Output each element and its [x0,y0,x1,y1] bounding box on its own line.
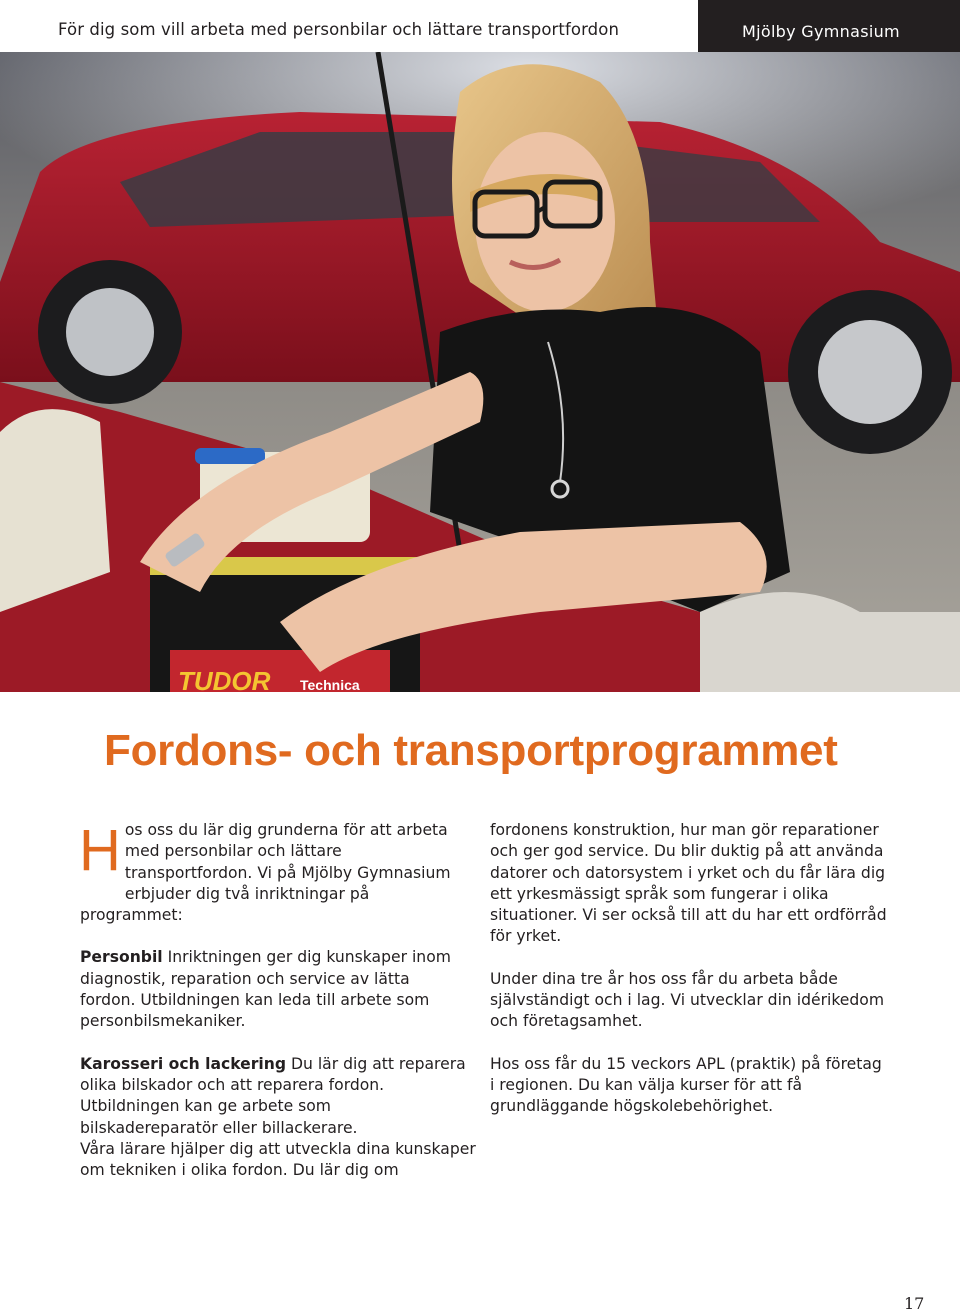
karosseri-text: Du lär dig att reparera olika bilskador och att reparera fordon. Utbildningen kan ge arbete som bilskadereparatör eller billackerare. [80,1054,466,1137]
header-tagline: För dig som vill arbeta med personbilar och lättare transportfordon [58,20,619,39]
text-column-right [490,820,890,1118]
karosseri-paragraph [80,1054,470,1139]
text-column-left [80,820,470,1139]
school-badge [698,0,960,52]
karosseri-term: Karosseri och lackering [80,1054,287,1073]
mechanic-photo-illustration [0,52,960,692]
drop-cap: H [79,818,121,883]
hero-photo [0,52,960,692]
text-column-left-bottom [80,1139,480,1182]
personbil-text: Inriktningen ger dig kunskaper inom diagnostik, reparation och service av lätta fordon. Utbildningen kan leda till arbete som personbilsmekaniker. [80,948,451,1031]
battery-brand: TUDOR [178,666,271,692]
personbil-term: Personbil [80,948,163,967]
school-name: Mjölby Gymnasium [742,22,900,41]
teachers-paragraph: Våra lärare hjälper dig att utveckla dina kunskaper om tekniken i olika fordon. Du lär dig om [80,1140,476,1180]
page-header [0,0,960,52]
intro-text: os oss du lär dig grunderna för att arbeta med personbilar och lättare transportfordon. Vi på Mjölby Gymnasium erbjuder dig två inriktningar på programmet: [80,821,451,925]
page-number: 17 [904,1294,925,1313]
right-paragraph-3: Hos oss får du 15 veckors APL (praktik) på företag i regionen. Du kan välja kurser för att få grundläggande högskolebehörighet. [490,1054,882,1116]
intro-paragraph [80,820,470,926]
right-paragraph-2: Under dina tre år hos oss får du arbeta både självständigt och i lag. Vi utvecklar din idérikedom och företagsamhet. [490,969,885,1031]
right-paragraph-1: fordonens konstruktion, hur man gör reparationer och ger god service. Du blir duktig på att använda datorer och datorsystem i yrket och du får lära dig ett yrkesmässigt språk som fungerar i olika situationer. Vi ser också till att du har ett ordförråd för yrket. [490,821,887,946]
battery-model: Technica [300,677,360,692]
page-title: Fordons- och transportprogrammet [104,726,838,775]
personbil-paragraph [80,947,470,1032]
